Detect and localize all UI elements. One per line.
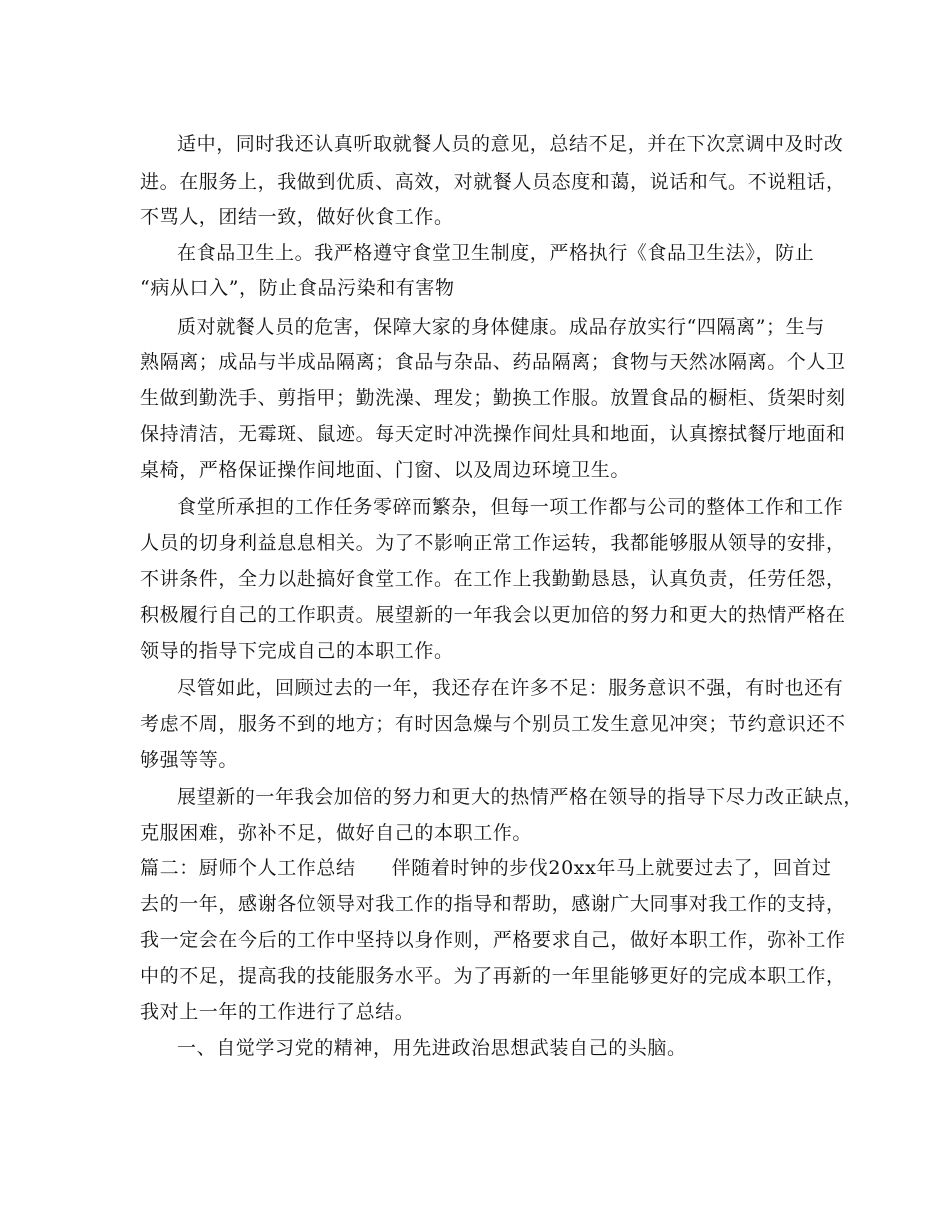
text-line: 生做到勤洗手、剪指甲；勤洗澡、理发；勤换工作服。放置食品的橱柜、货架时刻	[140, 387, 846, 409]
text-line: 我一定会在今后的工作中坚持以身作则，严格要求自己，做好本职工作，弥补工作	[140, 929, 846, 951]
text-line: 一、自觉学习党的精神，用先进政治思想武装自己的头脑。	[177, 1037, 687, 1059]
text-line: 不骂人，团结一致，做好伙食工作。	[140, 206, 454, 228]
text-line: 考虑不周，服务不到的地方；有时因急燥与个别员工发生意见冲突；节约意识还不	[140, 713, 846, 735]
text-line: 克服困难，弥补不足，做好自己的本职工作。	[140, 822, 533, 844]
section-heading: 篇二：厨师个人工作总结	[140, 857, 356, 879]
section-heading-line	[140, 857, 832, 879]
text-line: 在食品卫生上。我严格遵守食堂卫生制度，严格执行《食品卫生法》，防止	[177, 242, 815, 264]
text-line: 积极履行自己的工作职责。展望新的一年我会以更加倍的努力和更大的热情严格在	[140, 604, 846, 626]
text-line: 尽管如此，回顾过去的一年，我还存在许多不足：服务意识不强，有时也还有	[177, 677, 844, 699]
text-line: 进。在服务上，我做到优质、高效，对就餐人员态度和蔼，说话和气。不说粗话，	[140, 171, 846, 193]
text-line: 不讲条件，全力以赴搞好食堂工作。在工作上我勤勤恳恳，认真负责，任劳任怨，	[140, 568, 846, 590]
text-line: 桌椅，严格保证操作间地面、门窗、以及周边环境卫生。	[140, 459, 631, 481]
text-line: 去的一年，感谢各位领导对我工作的指导和帮助，感谢广大同事对我工作的支持，	[140, 893, 846, 915]
text-line: 保持清洁，无霉斑、鼠迹。每天定时冲洗操作间灶具和地面，认真擦拭餐厅地面和	[140, 423, 846, 445]
text-line: 熟隔离；成品与半成品隔离；食品与杂品、药品隔离；食物与天然冰隔离。个人卫	[140, 351, 846, 373]
text-line: 食堂所承担的工作任务零碎而繁杂，但每一项工作都与公司的整体工作和工作	[177, 496, 844, 518]
text-line: 中的不足，提高我的技能服务水平。为了再新的一年里能够更好的完成本职工作，	[140, 965, 846, 987]
text-line: 我对上一年的工作进行了总结。	[140, 1001, 415, 1023]
text-line: 人员的切身利益息息相关。为了不影响正常工作运转，我都能够服从领导的安排，	[140, 532, 846, 554]
text-line: “病从口入”，防止食品污染和有害物	[140, 277, 455, 299]
text-line: 领导的指导下完成自己的本职工作。	[140, 640, 454, 662]
text-line: 适中，同时我还认真听取就餐人员的意见，总结不足，并在下次烹调中及时改	[177, 133, 844, 155]
text-line: 展望新的一年我会加倍的努力和更大的热情严格在领导的指导下尽力改正缺点，	[177, 786, 864, 808]
text-fragment: 伴随着时钟的步伐20xx年马上就要过去了，回首过	[391, 857, 832, 879]
text-line: 够强等等。	[140, 749, 239, 771]
text-line: 质对就餐人员的危害，保障大家的身体健康。成品存放实行“四隔离”；生与	[177, 316, 825, 338]
